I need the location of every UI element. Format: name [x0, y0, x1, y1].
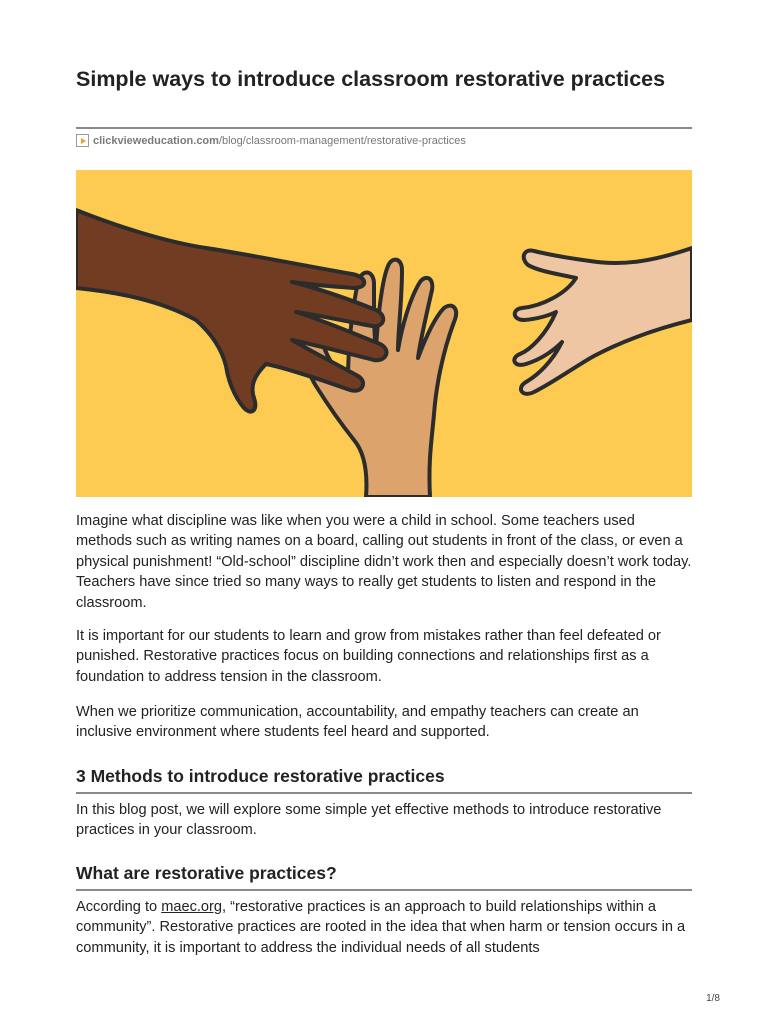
hero-image-hands [76, 170, 692, 497]
maec-link[interactable]: maec.org [161, 899, 223, 915]
paragraph-prioritize: When we prioritize communication, accountability, and empathy teachers can create an inclusive environment where students feel heard and supported. [76, 704, 639, 741]
source-url[interactable] [76, 133, 692, 149]
source-path: /blog/classroom-management/restorative-practices [218, 135, 466, 147]
paragraph-blog-intro: In this blog post, we will explore some simple yet effective methods to introduce restorative practices in your classroom. [76, 802, 662, 839]
source-domain: clickvieweducation.com [93, 135, 219, 147]
title-divider [76, 127, 692, 129]
article-title: Simple ways to introduce classroom restorative practices [76, 67, 666, 91]
paragraph-definition [76, 897, 692, 958]
heading-what-are-divider [76, 889, 692, 891]
heading-methods: 3 Methods to introduce restorative practices [76, 766, 445, 786]
heading-methods-divider [76, 792, 692, 794]
page-number: 1/8 [706, 993, 720, 1004]
play-icon [76, 134, 89, 147]
paragraph-intro: Imagine what discipline was like when you were a child in school. Some teachers used methods such as writing names on a board, calling out students in front of the class, or even a physical punishment! “Old-school” discipline didn’t work then and especially doesn’t work today. Teachers have since tried so many ways to really get students to listen and respond in the classroom. [76, 513, 692, 611]
definition-rest: , “restorative practices is an approach to build relationships within a community”. Restorative practices are rooted in the idea that when harm or tension occurs in a community, it is important to address the individual needs of all students [76, 899, 686, 956]
heading-what-are: What are restorative practices? [76, 863, 337, 883]
paragraph-importance: It is important for our students to learn and grow from mistakes rather than feel defeated or punished. Restorative practices focus on building connections and relationships first as a foundation to address tension in the classroom. [76, 628, 661, 685]
definition-lead: According to [76, 899, 162, 915]
